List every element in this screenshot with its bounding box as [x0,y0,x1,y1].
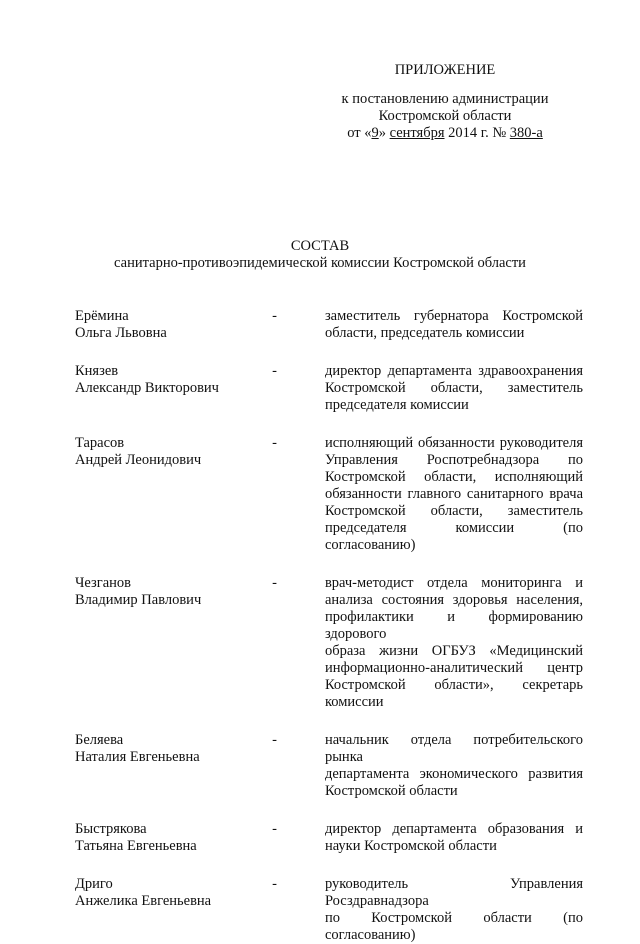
member-name [75,308,233,342]
date-prefix: от « [347,125,372,141]
member-row [75,435,583,554]
member-surname: Чезганов [75,575,132,591]
member-given-name: Анжелика Евгеньевна [75,893,212,909]
member-row [75,363,583,414]
member-surname: Дриго [75,876,113,892]
member-row [75,876,583,944]
member-role-line: Управления Роспотребнадзора по [324,452,584,468]
member-role [325,821,583,855]
member-dash: - [272,575,277,591]
heading-title: СОСТАВ [290,238,350,254]
member-role-line: председателя комиссии (по согласованию) [324,520,584,553]
member-role-line: Костромской области, исполняющий [324,469,584,485]
member-dash: - [272,363,277,379]
date-month: сентября [389,125,445,141]
member-given-name: Наталия Евгеньевна [75,749,200,765]
member-role-line: руководитель Управления Росздравнадзора [324,876,584,909]
member-given-name: Андрей Леонидович [75,452,202,468]
member-role-line: начальник отдела потребительского рынка [324,732,584,765]
member-role-line: исполняющий обязанности руководителя [324,435,584,451]
member-role [325,575,583,711]
member-role [325,363,583,414]
member-role-line: информационно-аналитический центр [324,660,584,676]
member-surname: Тарасов [75,435,125,451]
heading-subtitle: санитарно-противоэпидемической комиссии Костромской области [114,255,526,271]
member-dash: - [272,435,277,451]
member-role-line: анализа состояния здоровья населения, [324,592,584,608]
member-role-line: образа жизни ОГБУЗ «Медицинский [324,643,584,659]
member-role [325,308,583,342]
member-role-line: области, председатель комиссии [324,325,525,341]
member-name [75,575,233,711]
member-role [325,876,583,944]
members-list [75,308,583,944]
member-role-line: профилактики и формированию здорового [324,609,584,642]
member-name [75,821,233,855]
member-dash: - [272,732,277,748]
member-role-line: Костромской области [324,783,458,799]
member-row [75,308,583,342]
member-role-line: Костромской области, заместитель [324,503,584,519]
member-name [75,363,233,414]
member-surname: Ерёмина [75,308,129,324]
member-role-line: председателя комиссии [324,397,469,413]
date-number: 380-а [509,125,543,141]
member-role-line: директор департамента образования и [324,821,584,837]
member-row [75,821,583,855]
member-surname: Беляева [75,732,124,748]
member-name [75,435,233,554]
document-heading [0,238,640,272]
appendix-date-line [300,125,590,142]
member-role [325,435,583,554]
appendix-block [300,62,590,142]
member-name [75,876,233,944]
member-role-line: департамента экономического развития [324,766,584,782]
member-given-name: Александр Викторович [75,380,219,396]
member-dash: - [272,821,277,837]
member-name [75,732,233,800]
member-row [75,575,583,711]
member-role-line: обязанности главного санитарного врача [324,486,584,502]
member-given-name: Владимир Павлович [75,592,202,608]
member-role-line: Костромской области», секретарь комиссии [324,677,584,710]
member-given-name: Ольга Львовна [75,325,167,341]
member-row [75,732,583,800]
appendix-line-2: Костромской области [378,108,512,124]
member-given-name: Татьяна Евгеньевна [75,838,197,854]
date-year: 2014 г. № [444,125,510,141]
member-surname: Князев [75,363,119,379]
appendix-line-1: к постановлению администрации [341,91,549,107]
member-role-line: директор департамента здравоохранения [324,363,584,379]
date-mid: » [378,125,390,141]
member-surname: Быстрякова [75,821,147,837]
member-dash: - [272,876,277,892]
member-role-line: заместитель губернатора Костромской [324,308,584,324]
member-dash: - [272,308,277,324]
appendix-title: ПРИЛОЖЕНИЕ [394,62,496,78]
member-role-line: по Костромской области (по согласованию) [324,910,584,943]
member-role [325,732,583,800]
member-role-line: Костромской области, заместитель [324,380,584,396]
member-role-line: науки Костромской области [324,838,497,854]
date-day: 9 [371,125,379,141]
member-role-line: врач-методист отдела мониторинга и [324,575,584,591]
